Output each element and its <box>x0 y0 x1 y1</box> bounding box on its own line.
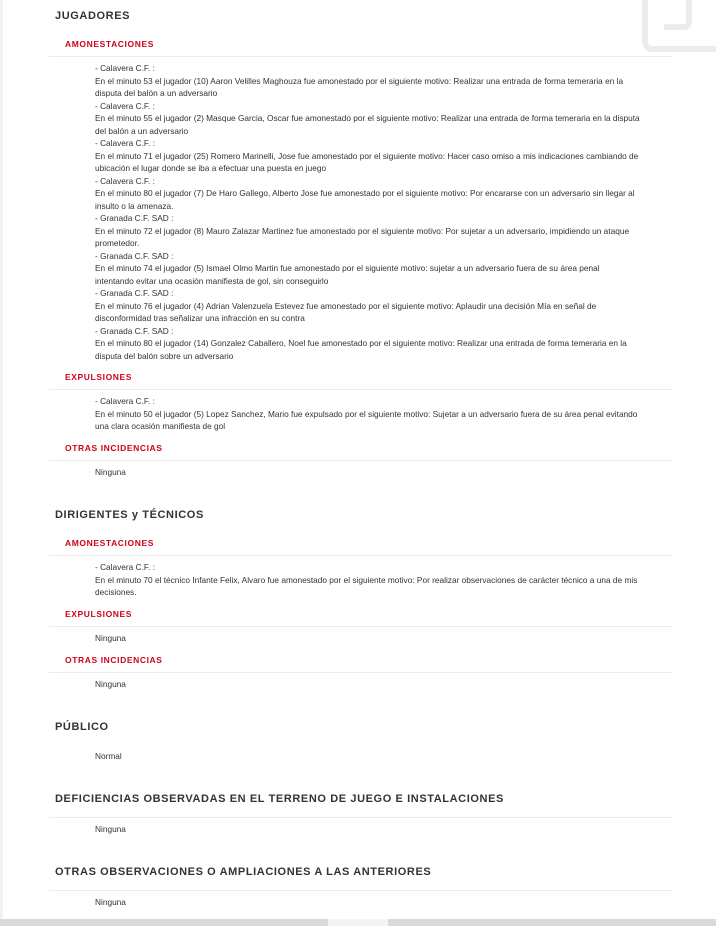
section-title-otras-observaciones: OTRAS OBSERVACIONES O AMPLIACIONES A LAS ANTERIORES <box>55 866 432 878</box>
team-name: - Calavera C.F. : <box>95 396 155 406</box>
dirigentes-expulsiones-label: EXPULSIONES <box>65 609 133 619</box>
divider <box>49 626 673 627</box>
dirigentes-otras-value: Ninguna <box>95 679 126 689</box>
deficiencias-value: Ninguna <box>95 824 126 834</box>
divider <box>49 555 673 556</box>
incident-text: En el minuto 72 el jugador (8) Mauro Zalazar Martinez fue amonestado por el siguiente motivo: Por sujetar a un adversario, impidiendo un ataque prometedor. <box>95 225 630 248</box>
dirigentes-amonestaciones-list <box>95 561 640 599</box>
team-name: - Calavera C.F. : <box>95 138 155 148</box>
team-name: - Calavera C.F. : <box>95 63 155 73</box>
scrollbar-gap <box>328 919 388 926</box>
team-name: - Calavera C.F. : <box>95 100 155 111</box>
divider <box>49 389 673 390</box>
incident-text: En el minuto 74 el jugador (5) Ismael Olmo Martin fue amonestado por el siguiente motivo: sujetar a un adversario fuera de su área penal intentando evitar una ocasión manifiesta de gol, sin conseguirlo <box>95 263 600 286</box>
section-title-deficiencias: DEFICIENCIAS OBSERVADAS EN EL TERRENO DE JUEGO E INSTALACIONES <box>55 793 504 805</box>
team-name: - Granada C.F. SAD : <box>95 325 174 336</box>
list-item <box>95 250 640 288</box>
dirigentes-expulsiones-value: Ninguna <box>95 633 126 643</box>
incident-text: En el minuto 80 el jugador (7) De Haro Gallego, Alberto Jose fue amonestado por el siguiente motivo: Por encararse con un adversario sin llegar al insulto o la amenaza. <box>95 188 635 211</box>
list-item <box>95 175 640 213</box>
jugadores-amonestaciones-label: AMONESTACIONES <box>65 39 154 49</box>
jugadores-otras-label: OTRAS INCIDENCIAS <box>65 443 163 453</box>
incident-text: En el minuto 80 el jugador (14) Gonzalez Caballero, Noel fue amonestado por el siguiente motivo: Realizar una entrada de forma temeraria en la disputa del balón sobre un adversario <box>95 338 627 361</box>
list-item <box>95 100 640 138</box>
list-item <box>95 325 640 363</box>
incident-text: En el minuto 50 el jugador (5) Lopez Sanchez, Mario fue expulsado por el siguiente motivo: Sujetar a un adversario fuera de su área penal evitando una clara ocasión manifiesta de gol <box>95 408 638 431</box>
incident-text: En el minuto 70 el técnico Infante Felix, Alvaro fue amonestado por el siguiente motivo: Por realizar observaciones de carácter técnico a una de mis decisiones. <box>95 574 638 597</box>
divider <box>49 672 673 673</box>
list-item <box>95 137 640 175</box>
team-name: - Granada C.F. SAD : <box>95 213 174 223</box>
jugadores-otras-value: Ninguna <box>95 467 126 477</box>
otras-observaciones-value: Ninguna <box>95 897 126 907</box>
team-name: - Granada C.F. SAD : <box>95 250 174 261</box>
section-title-jugadores: JUGADORES <box>55 10 131 22</box>
section-title-publico: PÚBLICO <box>55 721 109 733</box>
incident-text: En el minuto 55 el jugador (2) Masque Garcia, Oscar fue amonestado por el siguiente motivo: Realizar una entrada de forma temeraria en la disputa del balón a un adversario <box>95 113 640 136</box>
dirigentes-amonestaciones-label: AMONESTACIONES <box>65 538 154 548</box>
list-item <box>95 287 640 325</box>
divider <box>49 56 673 57</box>
incident-text: En el minuto 71 el jugador (25) Romero Marinelli, Jose fue amonestado por el siguiente motivo: Hacer caso omiso a mis indicaciones cambiando de ubicación el lugar donde se iba a efectuar una puesta en juego <box>95 150 639 173</box>
divider <box>49 460 673 461</box>
dirigentes-otras-label: OTRAS INCIDENCIAS <box>65 655 163 665</box>
section-title-dirigentes: DIRIGENTES y TÉCNICOS <box>55 509 204 521</box>
list-item <box>95 395 640 433</box>
incident-text: En el minuto 76 el jugador (4) Adrian Valenzuela Estevez fue amonestado por el siguiente motivo: Aplaudir una decisión Mía en señal de disconformidad tras señalizar una infracción en su contra <box>95 300 597 323</box>
jugadores-expulsiones-label: EXPULSIONES <box>65 372 133 382</box>
list-item <box>95 62 640 100</box>
publico-value: Normal <box>95 751 122 761</box>
team-name: - Calavera C.F. : <box>95 562 155 572</box>
divider <box>49 890 673 891</box>
watermark-logo-part <box>664 0 692 30</box>
team-name: - Calavera C.F. : <box>95 175 155 186</box>
jugadores-expulsiones-list <box>95 395 640 433</box>
list-item <box>95 212 640 250</box>
team-name: - Granada C.F. SAD : <box>95 288 174 298</box>
page-left-border <box>0 0 3 919</box>
list-item <box>95 561 640 599</box>
jugadores-amonestaciones-list <box>95 62 640 362</box>
incident-text: En el minuto 53 el jugador (10) Aaron Velilles Maghouza fue amonestado por el siguiente motivo: Realizar una entrada de forma temeraria en la disputa del balón a un adversario <box>95 75 624 98</box>
divider <box>49 817 673 818</box>
